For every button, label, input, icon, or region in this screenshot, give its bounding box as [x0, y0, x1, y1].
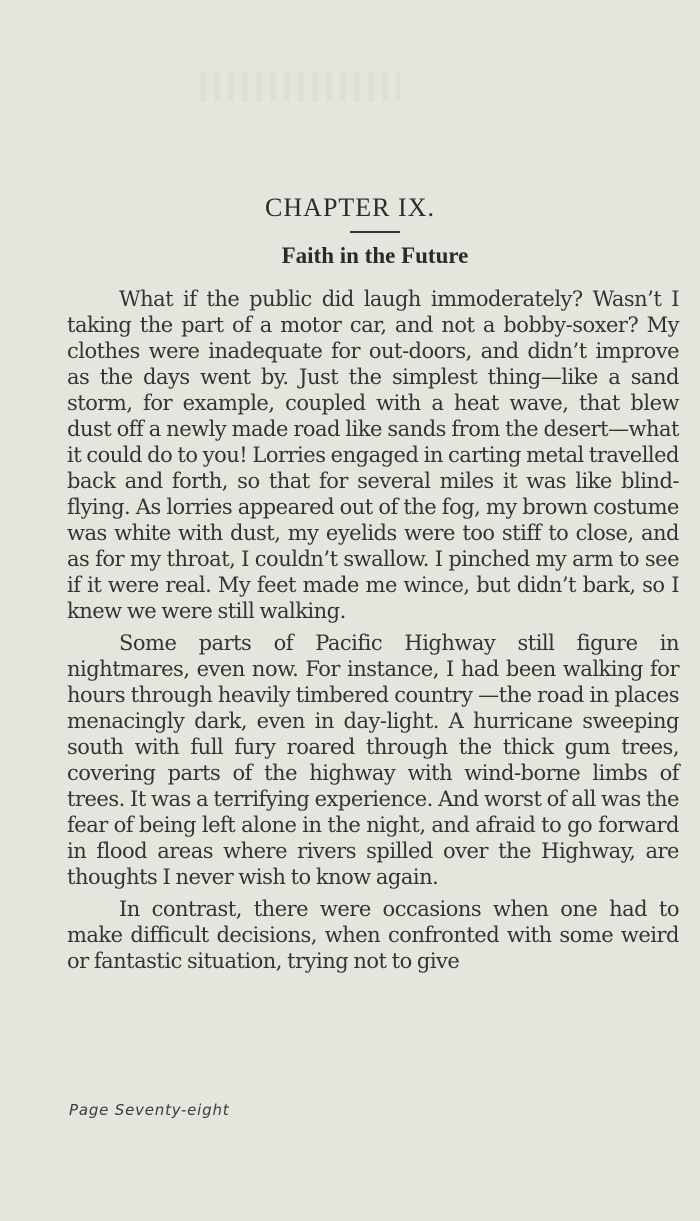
body-text — [67, 286, 679, 980]
page-number-footer: Page Seventy-eight — [69, 1101, 230, 1119]
paragraph-1: What if the public did laugh immoderately? Wasn’t I taking the part of a motor car, and not a bobby-soxer? My clothes were inadequate for out-doors, and didn’t improve as the days went by. Just the simplest thing—like a sand storm, for example, coupled with a heat wave, that blew dust off a newly made road like sands from the desert—what it could do to you! Lorries engaged in carting metal travelled back and forth, so that for several miles it was like blind-flying. As lorries appeared out of the fog, my brown costume was white with dust, my eyelids were too stiff to close, and as for my throat, I couldn’t swallow. I pinched my arm to see if it were real. My feet made me wince, but didn’t bark, so I knew we were still walking. — [67, 287, 679, 623]
paragraph-2: Some parts of Pacific Highway still figure in nightmares, even now. For instance, I had been walking for hours through heavily timbered country —the road in places menacingly dark, even in day-light. A hurricane sweeping south with full fury roared through the thick gum trees, covering parts of the highway with wind-borne limbs of trees. It was a terrifying experience. And worst of all was the fear of being left alone in the night, and afraid to go forward in flood areas where rivers spilled over the Highway, are thoughts I never wish to know again. — [67, 631, 679, 889]
chapter-title: Faith in the Future — [281, 243, 469, 268]
bleed-through-mark — [200, 72, 400, 102]
chapter-heading: CHAPTER IX. — [265, 193, 435, 222]
heading-rule — [350, 231, 400, 233]
paragraph-3: In contrast, there were occasions when one had to make difficult decisions, when confronted with some weird or fantastic situation, trying not to give — [67, 897, 679, 973]
